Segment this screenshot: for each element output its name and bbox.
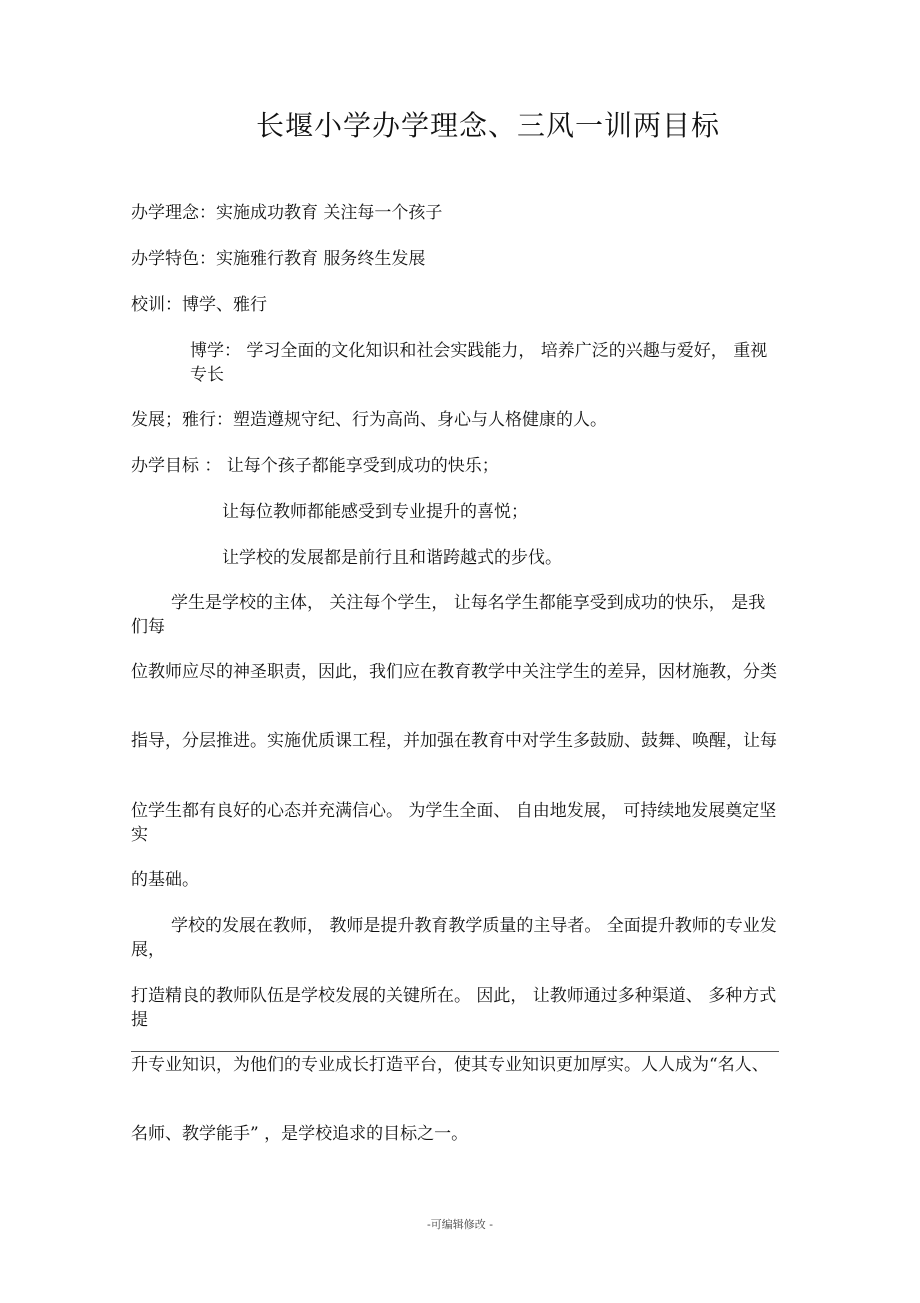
text-line: 的基础。 <box>131 870 199 890</box>
divider-line <box>131 1051 779 1052</box>
text-line: 让学校的发展都是前行且和谐跨越式的步伐。 <box>222 548 562 568</box>
text-line: 办学理念：实施成功教育 关注每一个孩子 <box>131 203 443 223</box>
page-footer: -可编辑修改 - <box>427 1218 493 1231</box>
document-title: 长堰小学办学理念、三风一训两目标 <box>255 109 720 142</box>
text-line: 让每位教师都能感受到专业提升的喜悦； <box>222 502 528 522</box>
text-line: 位学生都有良好的心态并充满信心。 为学生全面、 自由地发展， 可持续地发展奠定坚实 <box>131 801 777 845</box>
text-line: 发展；雅行：塑造遵规守纪、行为高尚、身心与人格健康的人。 <box>131 410 607 430</box>
text-line: 名师、教学能手” ，是学校追求的目标之一。 <box>131 1124 469 1144</box>
text-line: 博学： 学习全面的文化知识和社会实践能力， 培养广泛的兴趣与爱好， 重视专长 <box>190 341 768 385</box>
text-line: 位教师应尽的神圣职责，因此，我们应在教育教学中关注学生的差异，因材施教，分类 <box>131 662 777 682</box>
text-line: 打造精良的教师队伍是学校发展的关键所在。 因此， 让教师通过多种渠道、 多种方式提 <box>131 986 777 1030</box>
text-line: 校训：博学、雅行 <box>131 295 267 315</box>
text-line: 学校的发展在教师， 教师是提升教育教学质量的主导者。 全面提升教师的专业发展， <box>131 916 777 960</box>
text-line: 办学特色：实施雅行教育 服务终生发展 <box>131 249 426 269</box>
text-line: 学生是学校的主体， 关注每个学生， 让每名学生都能享受到成功的快乐， 是我们每 <box>131 593 766 637</box>
text-line: 指导，分层推进。实施优质课工程，并加强在教育中对学生多鼓励、鼓舞、唤醒，让每 <box>131 731 777 751</box>
text-line: 升专业知识，为他们的专业成长打造平台，使其专业知识更加厚实。人人成为“名人、 <box>131 1055 769 1075</box>
text-line: 办学目标 ： 让每个孩子都能享受到成功的快乐； <box>131 456 499 476</box>
